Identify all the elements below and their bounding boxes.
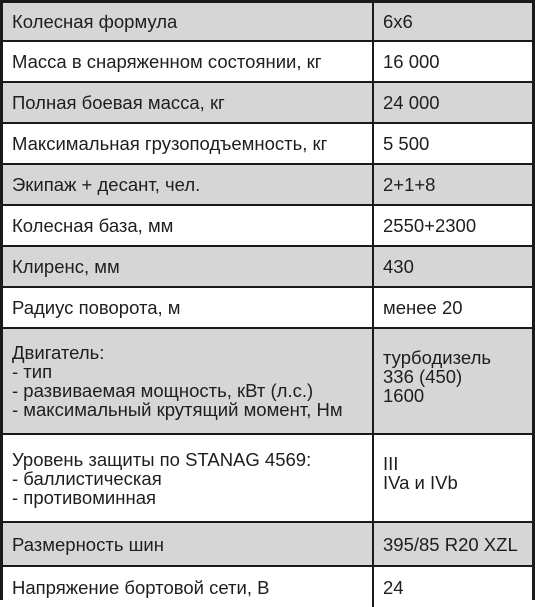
engine-power-label: - развиваемая мощность, кВт (л.с.) bbox=[12, 380, 314, 401]
row-label: Размерность шин bbox=[3, 522, 373, 566]
table-row bbox=[3, 3, 532, 41]
table-row bbox=[3, 41, 532, 82]
protection-mine-value: IVa и IVb bbox=[383, 472, 458, 493]
row-label: Полная боевая масса, кг bbox=[3, 82, 373, 123]
engine-type-value: турбодизель bbox=[383, 347, 492, 368]
table-row bbox=[3, 123, 532, 164]
engine-torque-label: - максимальный крутящий момент, Нм bbox=[12, 399, 343, 420]
row-value: 395/85 R20 XZL bbox=[373, 522, 532, 566]
row-label: Максимальная грузоподъемность, кг bbox=[3, 123, 373, 164]
spec-table bbox=[3, 3, 532, 607]
engine-torque-value: 1600 bbox=[383, 385, 425, 406]
row-value: менее 20 bbox=[373, 287, 532, 328]
table-row bbox=[3, 164, 532, 205]
row-label: Клиренс, мм bbox=[3, 246, 373, 287]
row-value: 24 bbox=[373, 566, 532, 607]
protection-ballistic-label: - баллистическая bbox=[12, 467, 162, 489]
row-label: Экипаж + десант, чел. bbox=[3, 164, 373, 205]
row-value: 2+1+8 bbox=[373, 164, 532, 205]
value-spacer bbox=[383, 329, 532, 348]
row-label: Масса в снаряженном состоянии, кг bbox=[3, 41, 373, 82]
table-row-engine bbox=[3, 328, 532, 434]
row-value: 2550+2300 bbox=[373, 205, 532, 246]
protection-ballistic-value: III bbox=[383, 453, 399, 474]
engine-type-label: - тип bbox=[12, 361, 53, 382]
table-row bbox=[3, 246, 532, 287]
protection-labels bbox=[3, 434, 373, 522]
row-value: 5 500 bbox=[373, 123, 532, 164]
row-label: Колесная формула bbox=[3, 3, 373, 41]
row-value: 6x6 bbox=[373, 3, 532, 41]
table-row-protection bbox=[3, 434, 532, 522]
row-label: Напряжение бортовой сети, В bbox=[3, 566, 373, 607]
engine-power-value: 336 (450) bbox=[383, 366, 463, 387]
protection-values bbox=[373, 434, 532, 522]
engine-labels bbox=[3, 328, 373, 434]
table-row bbox=[3, 566, 532, 607]
table-row bbox=[3, 522, 532, 566]
row-label: Радиус поворота, м bbox=[3, 287, 373, 328]
table-row bbox=[3, 287, 532, 328]
table-row bbox=[3, 82, 532, 123]
protection-title: Уровень защиты по STANAG 4569: bbox=[12, 448, 312, 470]
value-spacer bbox=[383, 435, 532, 454]
table-row bbox=[3, 205, 532, 246]
engine-values bbox=[373, 328, 532, 434]
protection-mine-label: - противоминная bbox=[12, 486, 156, 508]
row-value: 24 000 bbox=[373, 82, 532, 123]
row-label: Колесная база, мм bbox=[3, 205, 373, 246]
engine-title: Двигатель: bbox=[12, 342, 105, 363]
row-value: 430 bbox=[373, 246, 532, 287]
row-value: 16 000 bbox=[373, 41, 532, 82]
